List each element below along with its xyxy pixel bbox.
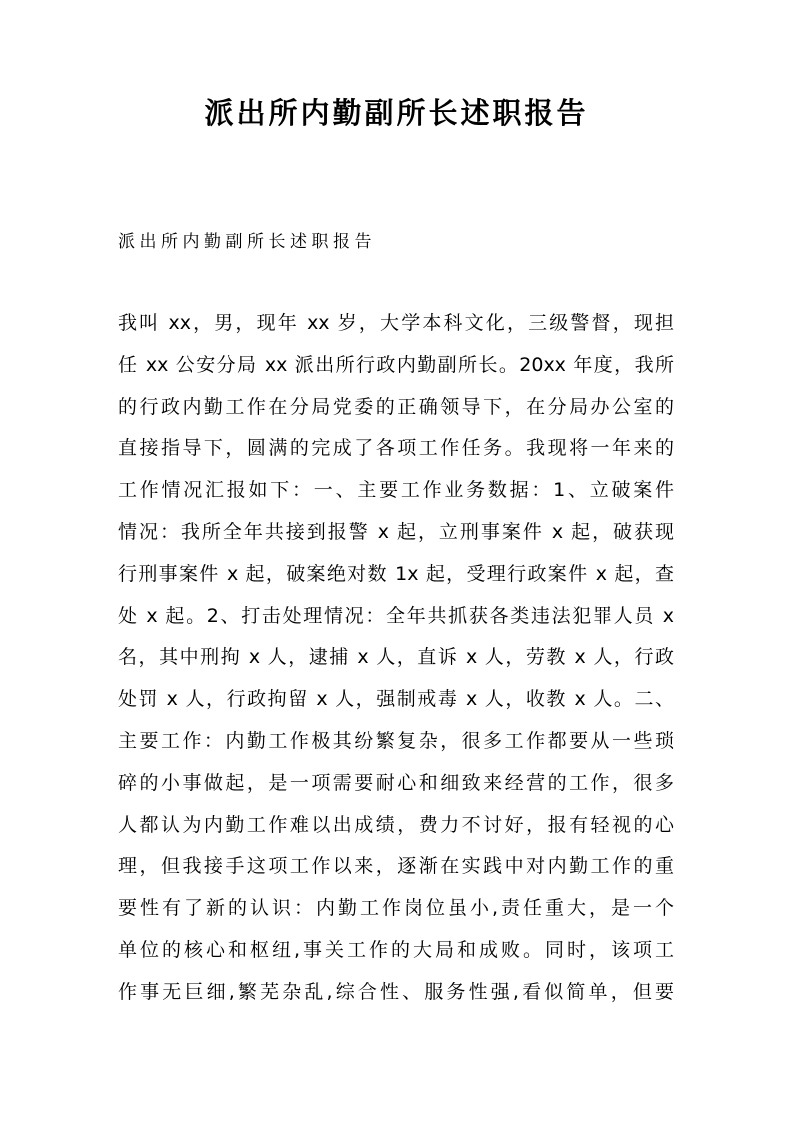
body-line: 我叫 xx，男，现年 xx 岁，大学本科文化，三级警督，现担: [118, 312, 674, 334]
body-line: 作事无巨细,繁芜杂乱,综合性、服务性强,看似简单，但要: [118, 980, 674, 1003]
body-line: 人都认为内勤工作难以出成绩，费力不讨好，报有轻视的心: [118, 813, 674, 836]
body-line: 理，但我接手这项工作以来，逐渐在实践中对内勤工作的重: [118, 855, 674, 878]
body-line: 碎的小事做起，是一项需要耐心和细致来经营的工作，很多: [118, 771, 674, 794]
body-line: 直接指导下，圆满的完成了各项工作任务。我现将一年来的: [118, 437, 674, 460]
body-line: 的行政内勤工作在分局党委的正确领导下，在分局办公室的: [118, 395, 674, 418]
body-line: 任 xx 公安分局 xx 派出所行政内勤副所长。20xx 年度，我所: [118, 353, 674, 376]
document-subtitle: 派出所内勤副所长述职报告: [118, 232, 376, 252]
body-line: 处罚 x 人，行政拘留 x 人，强制戒毒 x 人，收教 x 人。二、: [118, 688, 674, 711]
document-body: [118, 303, 674, 1014]
body-line: 行刑事案件 x 起，破案绝对数 1x 起，受理行政案件 x 起，查: [118, 562, 674, 585]
body-line: 主要工作：内勤工作极其纷繁复杂，很多工作都要从一些琐: [118, 729, 674, 752]
body-line: 工作情况汇报如下：一、主要工作业务数据：1、立破案件: [118, 479, 674, 502]
body-line: 要性有了新的认识：内勤工作岗位虽小,责任重大，是一个: [118, 897, 674, 920]
document-title: 派出所内勤副所长述职报告: [204, 96, 589, 130]
body-line: 处 x 起。2、打击处理情况：全年共抓获各类违法犯罪人员 x: [118, 604, 674, 627]
body-line: 单位的核心和枢纽,事关工作的大局和成败。同时，该项工: [118, 938, 674, 961]
body-line: 情况：我所全年共接到报警 x 起，立刑事案件 x 起，破获现: [118, 520, 674, 543]
body-line: 名，其中刑拘 x 人，逮捕 x 人，直诉 x 人，劳教 x 人，行政: [118, 646, 674, 669]
